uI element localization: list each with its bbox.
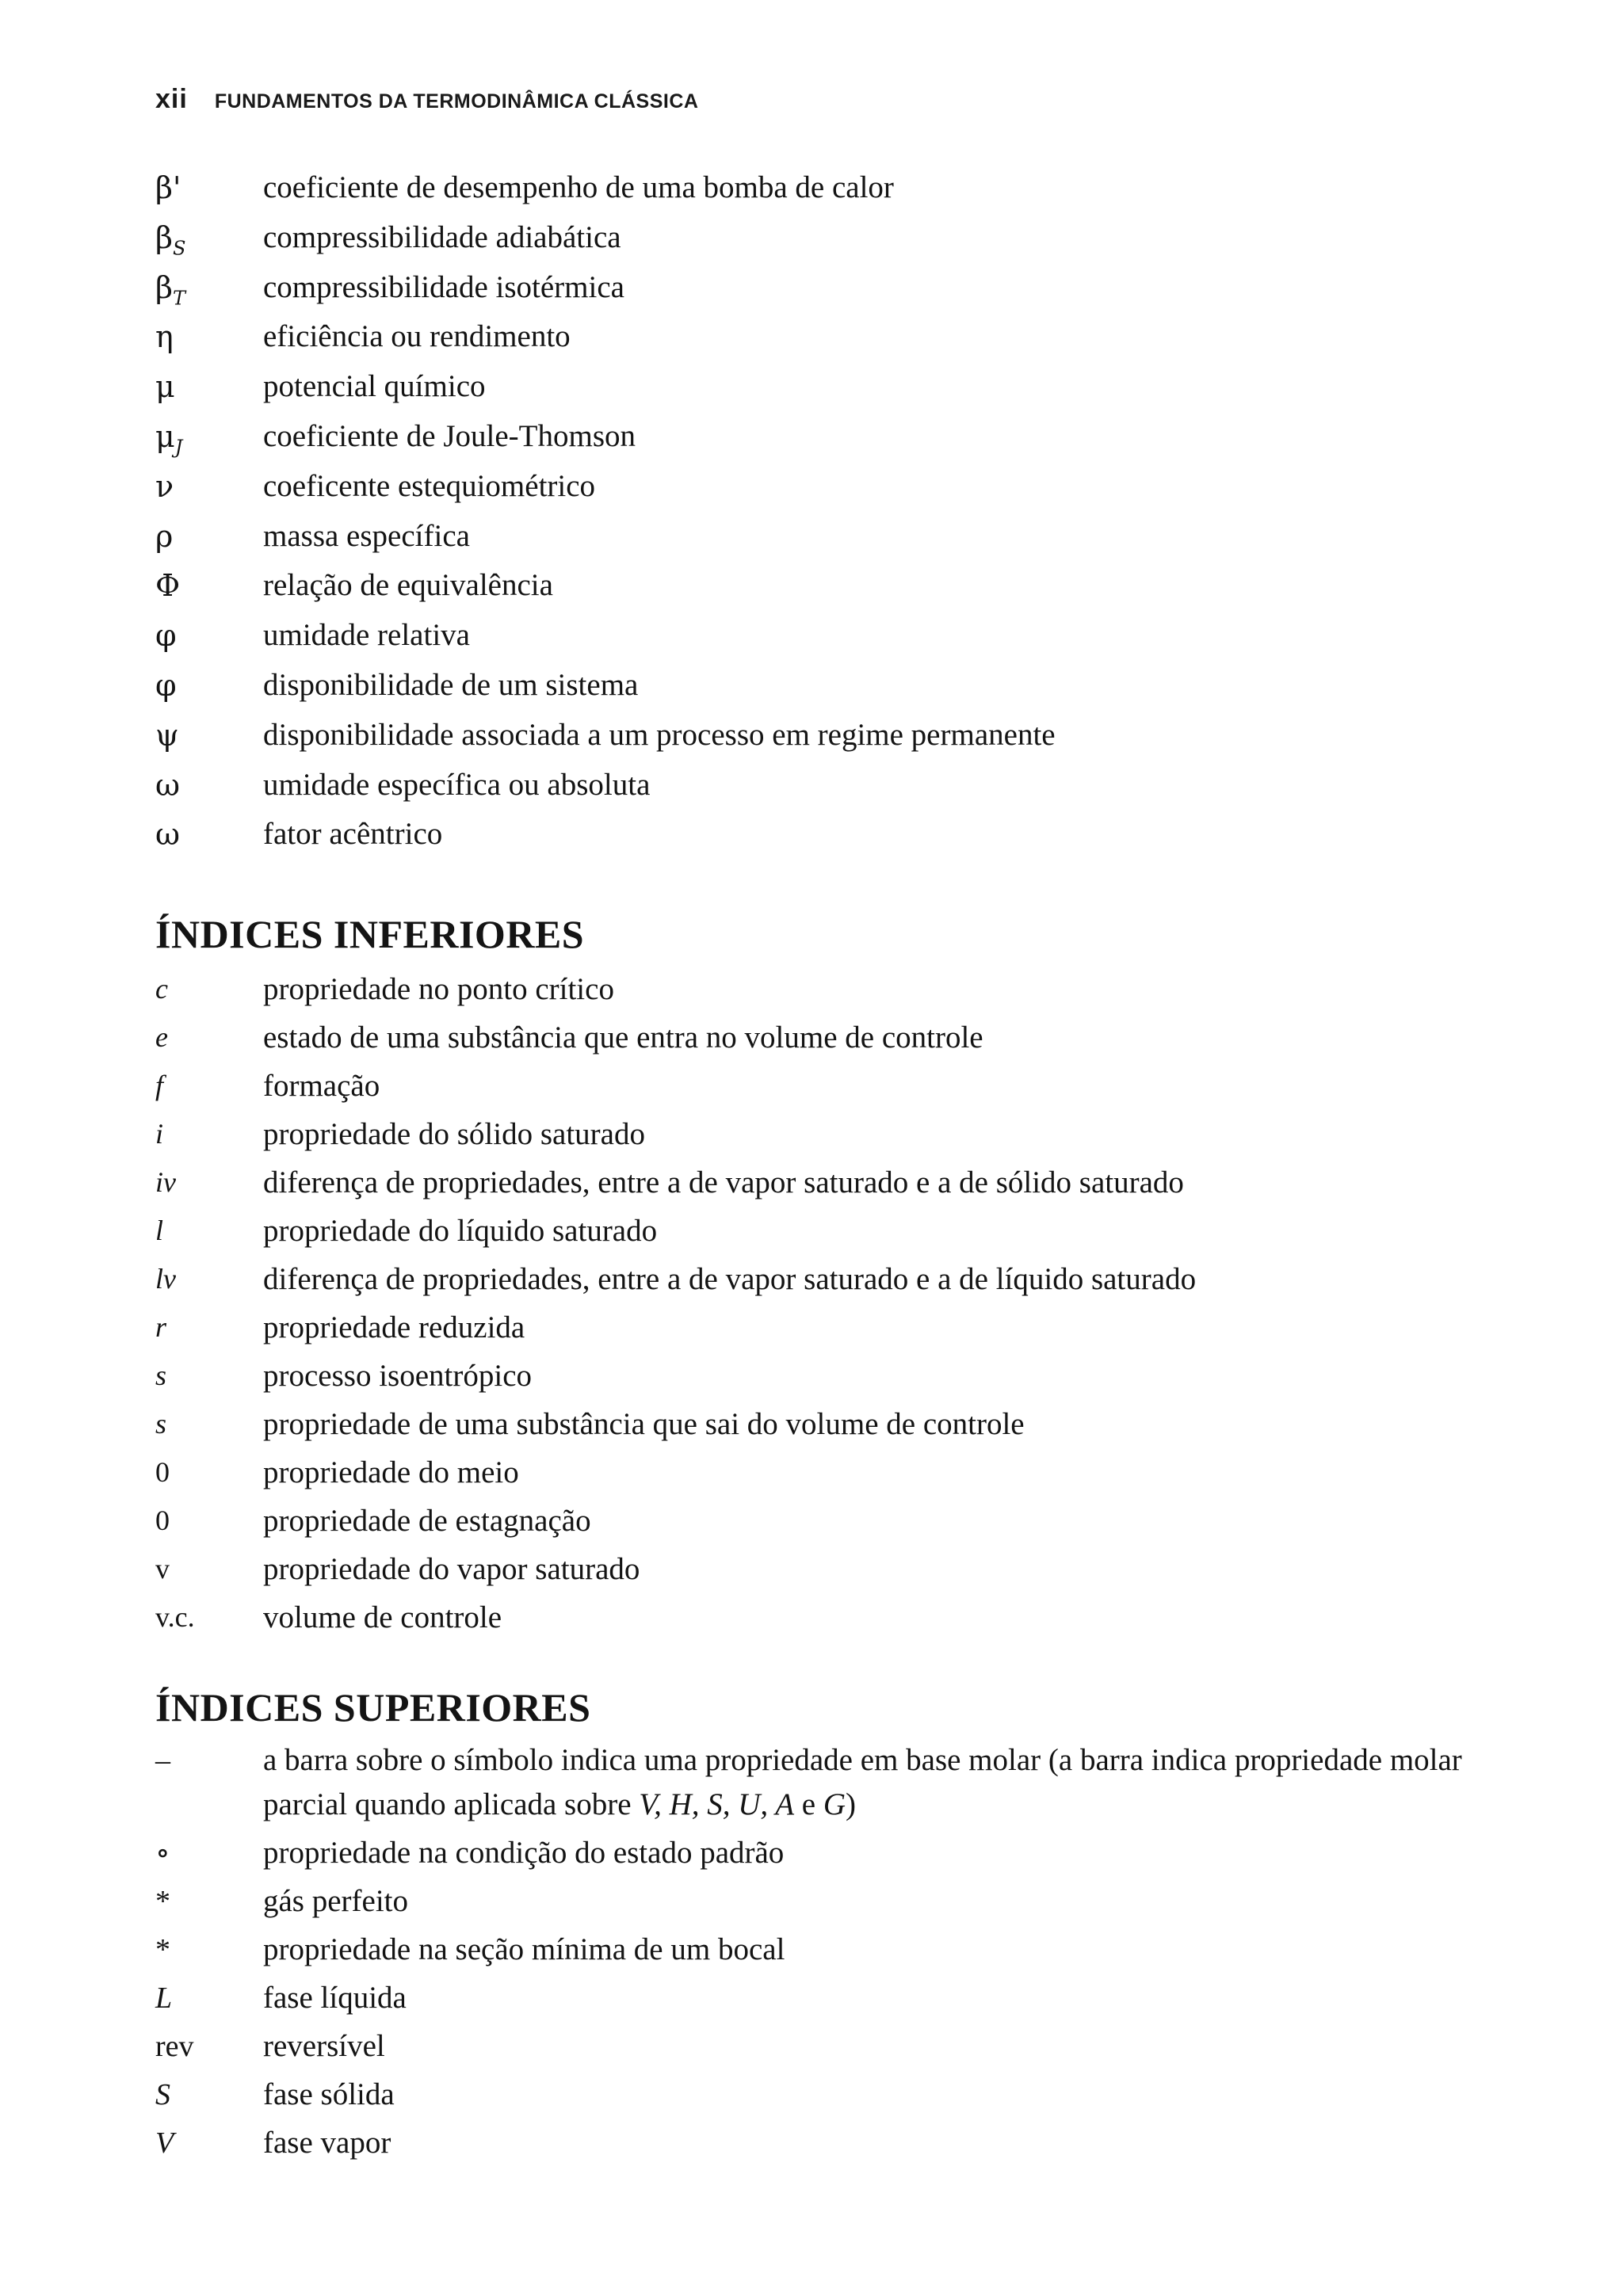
section-heading: ÍNDICES INFERIORES [155, 912, 585, 956]
symbol: i [155, 1118, 164, 1150]
symbol: v [155, 1553, 170, 1585]
symbol-description: potencial químico [263, 369, 486, 404]
symbol-row [155, 1928, 1528, 1972]
symbol-description: coeficiente de desempenho de uma bomba de calor [263, 170, 894, 204]
symbol: ψ [155, 717, 179, 753]
symbol-row [155, 1976, 1528, 2020]
symbol-row [155, 362, 1528, 412]
symbol-description: disponibilidade de um sistema [263, 667, 639, 702]
symbol: φ [155, 667, 177, 703]
symbol: f [155, 1070, 164, 1101]
superscripts-section [155, 1684, 1528, 2169]
symbol-description: fase sólida [263, 2077, 395, 2111]
symbol-description: disponibilidade associada a um processo em regime permanente [263, 717, 1056, 752]
symbol-description: propriedade no ponto crítico [263, 972, 614, 1006]
greek-symbols-list [155, 163, 1528, 860]
symbol-description: estado de uma substância que entra no volume de controle [263, 1020, 983, 1055]
symbol-row [155, 263, 1528, 313]
symbol: L [155, 1981, 173, 2015]
symbol: 0 [155, 1456, 170, 1488]
page-number: xii [155, 84, 188, 114]
symbol: c [155, 973, 168, 1005]
symbol-description: propriedade de uma substância que sai do volume de controle [263, 1407, 1025, 1441]
symbol-row [155, 1352, 1528, 1400]
symbol-row [155, 462, 1528, 512]
symbol-description: propriedade reduzida [263, 1310, 525, 1344]
symbol: $\beta_S$ [155, 219, 186, 260]
symbol-description: fator acêntrico [263, 817, 443, 852]
symbol-row [155, 2024, 1528, 2069]
symbol-description: umidade relativa [263, 618, 470, 653]
symbol-row [155, 1013, 1528, 1062]
symbol: $\mu_J$ [155, 418, 183, 459]
running-header [155, 84, 698, 115]
symbol: lv [155, 1263, 176, 1295]
symbol: s [155, 1360, 167, 1391]
symbol-row [155, 561, 1528, 611]
symbol: r [155, 1311, 167, 1343]
symbol-description: diferença de propriedades, entre a de vapor saturado e a de sólido saturado [263, 1165, 1184, 1199]
symbol-row [155, 1062, 1528, 1110]
symbol-row [155, 412, 1528, 462]
symbol-description: diferença de propriedades, entre a de vapor saturado e a de líquido saturado [263, 1262, 1197, 1296]
symbol: ω [155, 817, 180, 852]
symbol-description: massa específica [263, 518, 470, 553]
symbol-description: eficiência ou rendimento [263, 319, 571, 354]
symbol-row [155, 1448, 1528, 1497]
symbol-description: propriedade do vapor saturado [263, 1552, 640, 1586]
symbol-description: formação [263, 1069, 380, 1103]
symbol-description: processo isoentrópico [263, 1359, 533, 1393]
symbol-row [155, 965, 1528, 1013]
symbol: * [155, 1933, 170, 1966]
symbol-row [155, 1110, 1528, 1158]
symbol: s [155, 1408, 167, 1440]
symbol-row [155, 1545, 1528, 1593]
symbol-row [155, 1831, 1528, 1875]
symbol-row [155, 611, 1528, 661]
symbol-row [155, 810, 1528, 860]
symbol-description: relação de equivalência [263, 568, 553, 603]
symbol: V [155, 2126, 174, 2160]
symbol: ∘ [155, 1836, 170, 1870]
symbol-description: fase vapor [263, 2126, 391, 2160]
symbol: ν [155, 468, 174, 504]
symbol-description: fase líquida [263, 1981, 407, 2015]
symbol-description: coeficente estequiométrico [263, 468, 596, 503]
symbol-row [155, 1255, 1528, 1303]
symbol: S [155, 2078, 170, 2111]
symbol-description: propriedade na condição do estado padrão [263, 1836, 785, 1870]
symbol-description: compressibilidade adiabática [263, 219, 621, 254]
symbol-description: propriedade do líquido saturado [263, 1214, 658, 1248]
subscripts-section [155, 911, 1528, 1642]
symbol: l [155, 1215, 164, 1246]
symbol-row [155, 661, 1528, 711]
symbol-row [155, 2073, 1528, 2117]
symbol-row [155, 312, 1528, 362]
symbol: φ [155, 618, 177, 654]
symbol-description: propriedade do meio [263, 1455, 519, 1489]
symbol-description: a barra sobre o símbolo indica uma propriedade em base molar (a barra indica propriedade molar parcial quando aplicada sobre V, H, S, U, A e G) [263, 1743, 1462, 1821]
symbol-description: gás perfeito [263, 1884, 409, 1918]
symbol: ω [155, 767, 180, 803]
symbol-description: propriedade de estagnação [263, 1504, 591, 1538]
symbol-row [155, 163, 1528, 213]
symbol-row [155, 1593, 1528, 1642]
symbol: rev [155, 2030, 194, 2063]
section-heading: ÍNDICES SUPERIORES [155, 1685, 591, 1730]
symbol: β' [155, 170, 181, 205]
symbol-row [155, 213, 1528, 263]
subscripts-list [155, 965, 1528, 1642]
symbol-description: propriedade do sólido saturado [263, 1117, 645, 1151]
symbol: iv [155, 1166, 176, 1198]
symbol-row [155, 1207, 1528, 1255]
symbol-row [155, 512, 1528, 562]
symbol: η [155, 319, 174, 355]
symbol: Φ [155, 568, 181, 604]
symbol: 0 [155, 1505, 170, 1536]
symbol-row [155, 1879, 1528, 1924]
symbol-description: compressibilidade isotérmica [263, 269, 624, 304]
symbol: μ [155, 369, 175, 405]
symbol: * [155, 1885, 170, 1918]
symbol-row [155, 711, 1528, 761]
symbol: v.c. [155, 1601, 195, 1633]
symbol-row [155, 2121, 1528, 2165]
symbol-row [155, 1158, 1528, 1207]
symbol-row [155, 1400, 1528, 1448]
symbol-description: coeficiente de Joule-Thomson [263, 418, 636, 453]
symbol-row [155, 1738, 1528, 1827]
symbol: e [155, 1021, 168, 1053]
superscripts-list [155, 1738, 1528, 2165]
symbol-description: propriedade na seção mínima de um bocal [263, 1932, 785, 1966]
symbol-description: reversível [263, 2029, 385, 2063]
symbol-row [155, 1497, 1528, 1545]
book-title: FUNDAMENTOS DA TERMODINÂMICA CLÁSSICA [214, 90, 699, 113]
symbol: – [155, 1744, 170, 1777]
symbol-row [155, 761, 1528, 810]
symbol-description: volume de controle [263, 1600, 502, 1634]
symbol: ρ [155, 518, 174, 554]
symbol-description: umidade específica ou absoluta [263, 767, 651, 802]
symbol-row [155, 1303, 1528, 1352]
symbol: $\beta_T$ [155, 269, 185, 310]
